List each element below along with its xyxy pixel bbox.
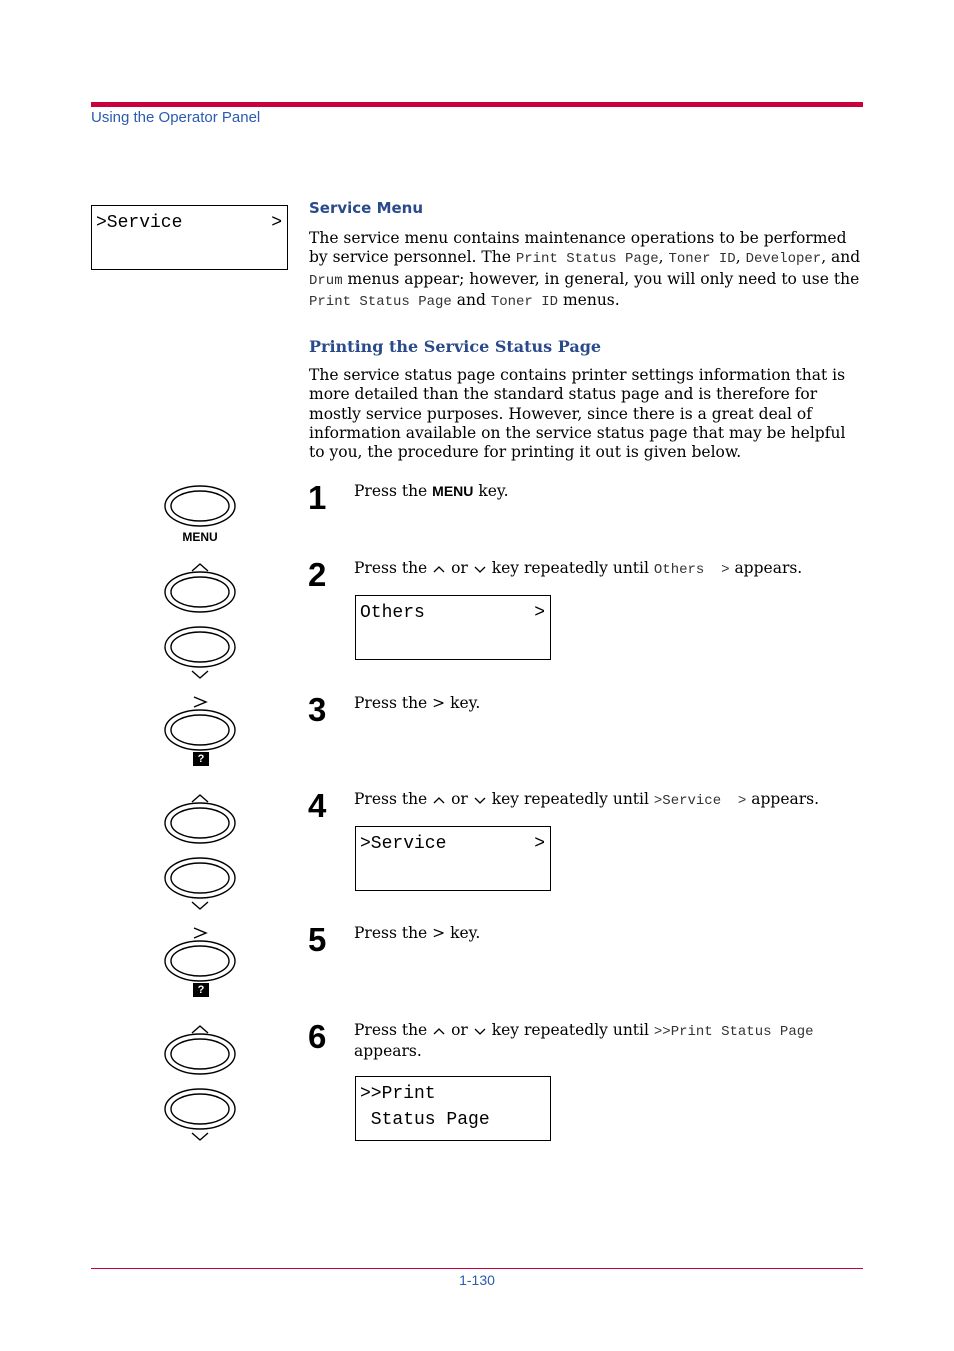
lcd-line2: Status Page (360, 1110, 490, 1130)
text: key repeatedly until (486, 559, 654, 577)
step-number: 2 (308, 556, 327, 593)
step-number: 4 (308, 787, 327, 824)
text: Press the (354, 559, 433, 577)
code-developer: Developer (745, 251, 822, 268)
text: Press the (354, 790, 433, 808)
text: menus. (558, 290, 620, 309)
code-print-status-page: Print Status Page (309, 293, 452, 310)
code-service: >Service > (653, 793, 747, 809)
help-key-badge: ? (193, 983, 209, 997)
down-arrow-icon (473, 1026, 487, 1036)
down-key-icon (165, 627, 235, 678)
right-key-icon (165, 697, 235, 750)
step-1-text (354, 482, 854, 501)
footer-rule (91, 1268, 863, 1269)
lcd-arrow: > (534, 603, 545, 623)
up-key-icon (165, 1026, 235, 1074)
down-key-icon (165, 858, 235, 909)
down-arrow-icon (473, 795, 487, 805)
menu-key-label: MENU (182, 530, 218, 544)
text: menus appear; however, in general, you will only need to use the (342, 269, 860, 288)
printing-heading: Printing the Service Status Page (309, 337, 602, 356)
up-arrow-icon (432, 1026, 446, 1036)
down-arrow-icon (473, 564, 487, 574)
lcd-arrow: > (534, 834, 545, 854)
code-toner-id: Toner ID (668, 251, 736, 268)
text: The service menu contains maintenance operations to be performed by service personnel. The (309, 229, 847, 267)
help-key-badge: ? (193, 752, 209, 766)
text: appears. (729, 559, 803, 577)
text: key repeatedly until (486, 1021, 654, 1039)
lcd-line1: Others (360, 603, 425, 623)
step-2-text (354, 559, 854, 580)
lcd-line1: >>Print (360, 1084, 436, 1104)
text: appears. (746, 790, 820, 808)
code-others: Others > (653, 562, 730, 578)
service-menu-paragraph (309, 229, 864, 312)
menu-key-icon (165, 486, 235, 526)
lcd-display-service (355, 826, 551, 891)
printing-paragraph: The service status page contains printer settings information that is more detailed than the standard status page and is therefore for mostly service purposes. However, since there is a great deal of information available on the service status page that may be helpful to you, the procedure for printing it out is given below. (309, 366, 846, 462)
step-number: 1 (308, 479, 327, 516)
page-number: 1-130 (459, 1272, 495, 1288)
lcd-display-others (355, 595, 551, 660)
step-number: 5 (308, 921, 327, 958)
step-6-text (354, 1021, 854, 1062)
text: key. (473, 482, 509, 500)
text: or (446, 559, 473, 577)
down-key-icon (165, 1089, 235, 1140)
lcd-display-print-status-page (355, 1076, 551, 1141)
lcd-line1: >Service (96, 213, 183, 233)
text: key repeatedly until (486, 790, 654, 808)
step-number: 3 (308, 691, 327, 728)
up-key-icon (165, 564, 235, 612)
code-print-status-page: Print Status Page (515, 251, 659, 268)
code-toner-id: Toner ID (490, 293, 559, 310)
side-lcd-display (91, 205, 288, 270)
up-arrow-icon (432, 795, 446, 805)
menu-key-ref: MENU (432, 483, 474, 499)
lcd-line1: >Service (360, 834, 447, 854)
operator-key-icons (150, 480, 250, 1160)
service-menu-heading: Service Menu (309, 199, 424, 217)
step-4-text (354, 790, 854, 811)
code-print-status-page: >>Print Status Page (653, 1024, 814, 1040)
up-arrow-icon (432, 564, 446, 574)
code-drum: Drum (309, 272, 343, 289)
text: , (735, 248, 746, 267)
section-title[interactable]: Using the Operator Panel (91, 109, 261, 126)
text: or (446, 790, 473, 808)
text: , and (821, 248, 861, 267)
header-rule (91, 102, 863, 107)
text: appears. (354, 1042, 422, 1061)
text: Press the (354, 1021, 433, 1039)
text: or (446, 1021, 473, 1039)
lcd-arrow: > (271, 213, 282, 233)
text: Press the (354, 482, 433, 500)
up-key-icon (165, 795, 235, 843)
text: , (658, 248, 669, 267)
right-key-icon (165, 928, 235, 981)
step-3-text: Press the > key. (354, 694, 481, 712)
step-5-text: Press the > key. (354, 924, 481, 942)
step-number: 6 (308, 1018, 327, 1055)
text: and (451, 290, 491, 309)
